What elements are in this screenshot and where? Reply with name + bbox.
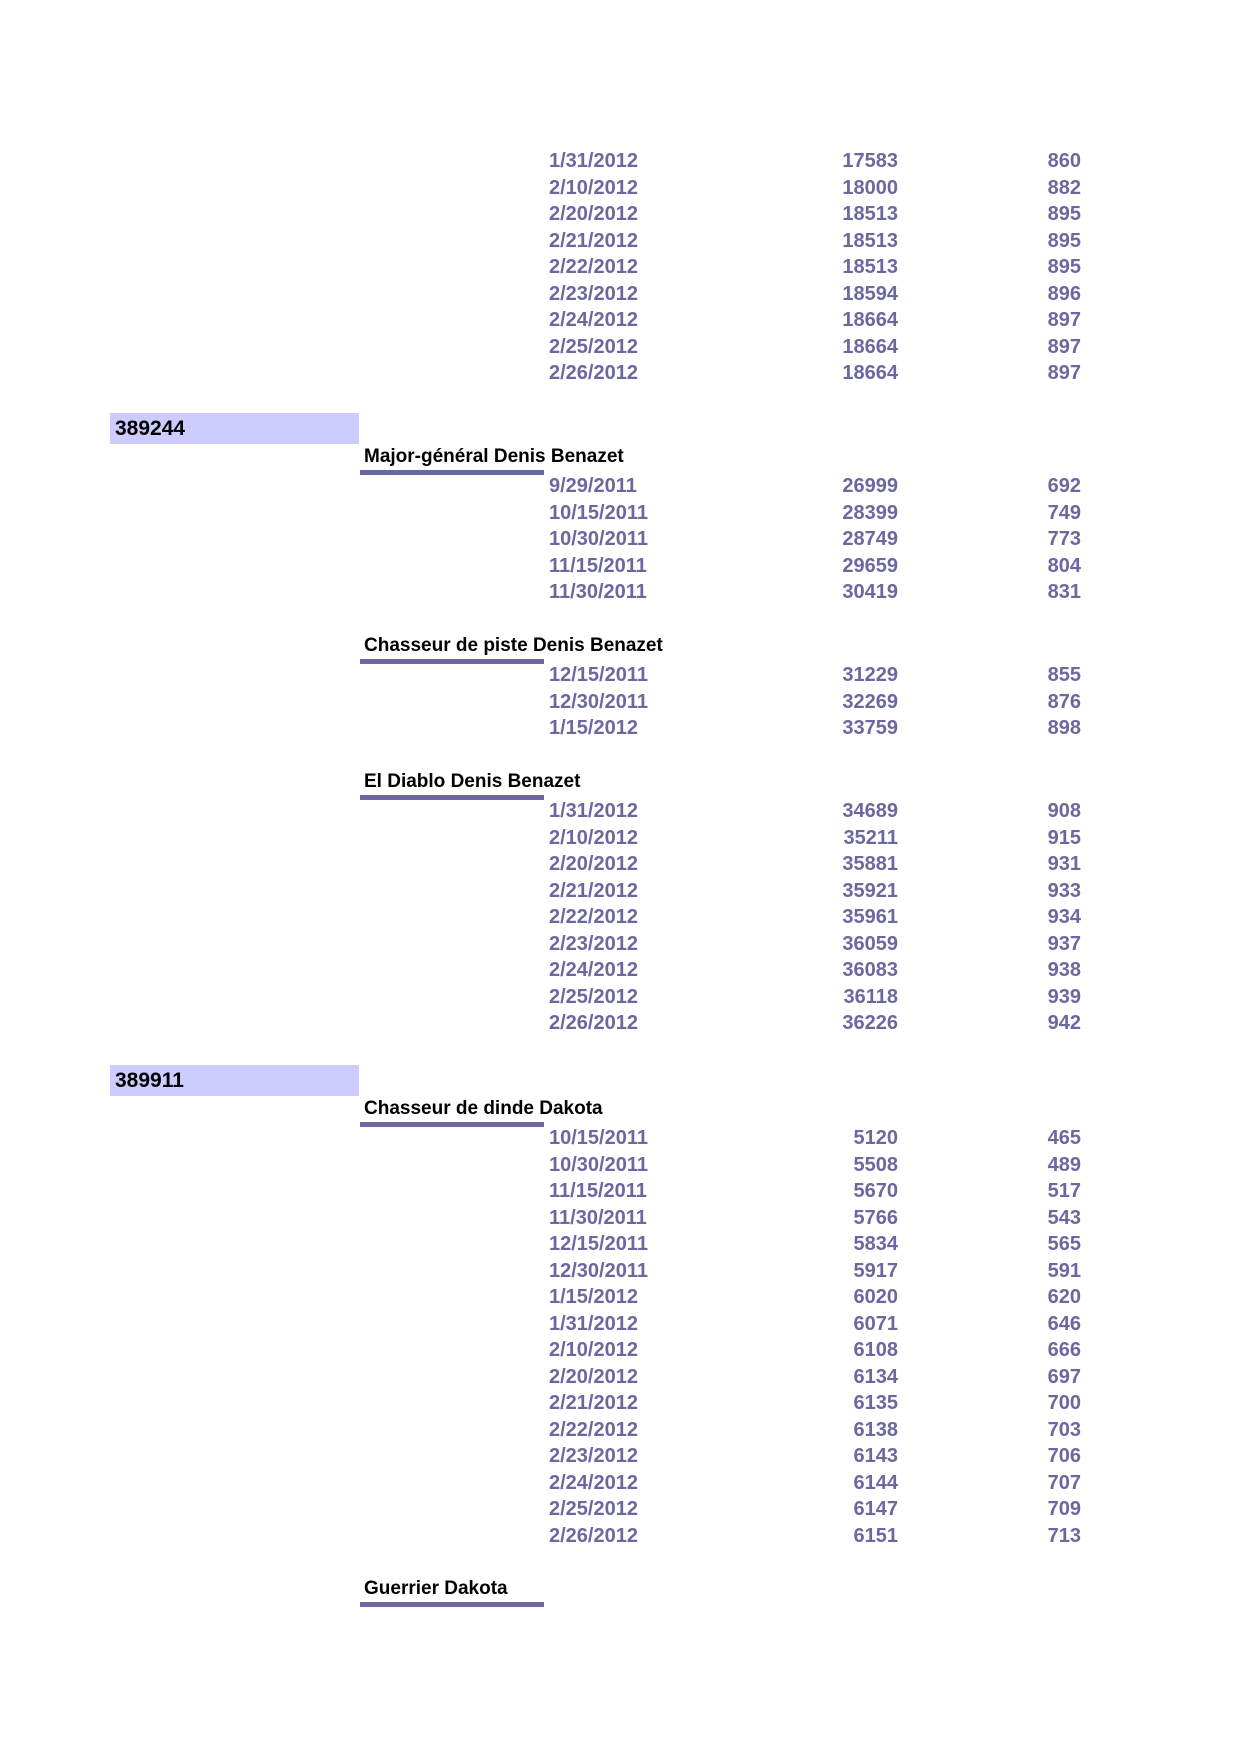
value-cell-1: 18664 xyxy=(842,362,898,384)
date-cell: 12/30/2011 xyxy=(549,690,648,713)
table-row xyxy=(0,1284,1241,1310)
table-row xyxy=(0,931,1241,957)
table-row xyxy=(0,1258,1241,1284)
value-cell-1: 35921 xyxy=(842,879,898,902)
value-cell-1: 32269 xyxy=(842,690,898,713)
value-cell-1: 6134 xyxy=(853,1365,898,1388)
date-cell: 2/21/2012 xyxy=(549,229,638,252)
date-cell: 10/15/2011 xyxy=(549,1127,648,1149)
date-cell: 11/15/2011 xyxy=(549,554,647,577)
value-cell-2: 700 xyxy=(1047,1392,1081,1414)
value-cell-2: 898 xyxy=(1047,717,1081,739)
table-row xyxy=(0,1390,1241,1416)
value-cell-2: 897 xyxy=(1047,362,1081,384)
value-cell-2: 939 xyxy=(1047,985,1081,1008)
value-cell-2: 897 xyxy=(1047,309,1081,331)
table-row xyxy=(0,662,1241,688)
value-cell-1: 28749 xyxy=(842,528,898,550)
date-cell: 2/26/2012 xyxy=(549,362,638,384)
table-row xyxy=(0,254,1241,280)
table-row xyxy=(0,500,1241,526)
date-cell: 2/21/2012 xyxy=(549,879,638,902)
value-cell-1: 26999 xyxy=(842,475,898,497)
value-cell-1: 18000 xyxy=(842,176,898,199)
value-cell-1: 6135 xyxy=(853,1392,898,1414)
table-row xyxy=(0,579,1241,605)
value-cell-1: 6144 xyxy=(853,1471,898,1494)
value-cell-2: 749 xyxy=(1047,501,1081,524)
table-row xyxy=(0,1470,1241,1496)
table-row xyxy=(0,851,1241,877)
value-cell-1: 5670 xyxy=(853,1180,898,1202)
date-cell: 2/10/2012 xyxy=(549,826,638,849)
value-cell-2: 646 xyxy=(1047,1312,1081,1335)
table-row xyxy=(0,553,1241,579)
table-row xyxy=(0,1417,1241,1443)
value-cell-1: 35961 xyxy=(842,906,898,928)
date-cell: 2/10/2012 xyxy=(549,1339,638,1361)
value-cell-1: 6020 xyxy=(853,1286,898,1308)
value-cell-2: 620 xyxy=(1047,1286,1081,1308)
value-cell-2: 908 xyxy=(1047,800,1081,822)
value-cell-2: 882 xyxy=(1047,176,1081,199)
table-row xyxy=(0,798,1241,824)
date-cell: 2/25/2012 xyxy=(549,335,638,358)
table-row xyxy=(0,1443,1241,1469)
value-cell-1: 6147 xyxy=(853,1498,898,1520)
date-cell: 12/30/2011 xyxy=(549,1259,648,1282)
date-cell: 2/20/2012 xyxy=(549,1365,638,1388)
value-cell-1: 36226 xyxy=(842,1012,898,1034)
value-cell-2: 896 xyxy=(1047,282,1081,305)
date-cell: 1/15/2012 xyxy=(549,1286,638,1308)
value-cell-1: 33759 xyxy=(842,717,898,739)
table-row xyxy=(0,715,1241,741)
value-cell-2: 931 xyxy=(1047,853,1081,875)
table-row xyxy=(0,307,1241,333)
value-cell-2: 666 xyxy=(1047,1339,1081,1361)
value-cell-1: 6151 xyxy=(853,1524,898,1547)
value-cell-2: 697 xyxy=(1047,1365,1081,1388)
value-cell-1: 35211 xyxy=(843,826,898,849)
value-cell-1: 18513 xyxy=(842,203,898,225)
table-row xyxy=(0,1125,1241,1151)
value-cell-2: 703 xyxy=(1047,1418,1081,1441)
table-row xyxy=(0,281,1241,307)
table-row xyxy=(0,334,1241,360)
value-cell-1: 18664 xyxy=(842,309,898,331)
value-cell-1: 29659 xyxy=(842,554,898,577)
table-row xyxy=(0,957,1241,983)
value-cell-2: 895 xyxy=(1047,256,1081,278)
date-cell: 11/30/2011 xyxy=(549,1206,647,1229)
date-cell: 2/20/2012 xyxy=(549,203,638,225)
table-row xyxy=(0,1205,1241,1231)
date-cell: 2/24/2012 xyxy=(549,309,638,331)
date-cell: 2/25/2012 xyxy=(549,1498,638,1520)
value-cell-1: 5917 xyxy=(853,1259,898,1282)
value-cell-1: 36118 xyxy=(843,985,898,1008)
value-cell-2: 937 xyxy=(1047,932,1081,955)
date-cell: 11/30/2011 xyxy=(549,581,647,603)
subgroup-underline xyxy=(360,1602,544,1607)
value-cell-2: 543 xyxy=(1047,1206,1081,1229)
date-cell: 12/15/2011 xyxy=(549,1233,648,1255)
group-header: 389244 xyxy=(110,413,359,444)
value-cell-1: 18513 xyxy=(842,229,898,252)
subgroup-title: Major-général Denis Benazet xyxy=(364,446,624,467)
value-cell-2: 707 xyxy=(1047,1471,1081,1494)
value-cell-2: 860 xyxy=(1047,150,1081,172)
value-cell-2: 855 xyxy=(1047,664,1081,686)
date-cell: 2/10/2012 xyxy=(549,176,638,199)
date-cell: 10/30/2011 xyxy=(549,528,648,550)
subgroup-title: Guerrier Dakota xyxy=(364,1578,508,1599)
group-header: 389911 xyxy=(110,1065,359,1096)
table-row xyxy=(0,148,1241,174)
value-cell-1: 18664 xyxy=(842,335,898,358)
value-cell-1: 6071 xyxy=(853,1312,898,1335)
value-cell-1: 5120 xyxy=(853,1127,898,1149)
value-cell-2: 915 xyxy=(1047,826,1081,849)
table-row xyxy=(0,360,1241,386)
value-cell-1: 5766 xyxy=(853,1206,898,1229)
table-row xyxy=(0,878,1241,904)
value-cell-2: 831 xyxy=(1047,581,1081,603)
value-cell-2: 713 xyxy=(1047,1524,1081,1547)
date-cell: 2/23/2012 xyxy=(549,1445,638,1467)
value-cell-2: 897 xyxy=(1047,335,1081,358)
value-cell-2: 895 xyxy=(1047,203,1081,225)
value-cell-2: 942 xyxy=(1047,1012,1081,1034)
value-cell-2: 591 xyxy=(1047,1259,1081,1282)
value-cell-1: 35881 xyxy=(842,853,898,875)
date-cell: 1/15/2012 xyxy=(549,717,638,739)
table-row xyxy=(0,1010,1241,1036)
value-cell-1: 36059 xyxy=(842,932,898,955)
date-cell: 2/24/2012 xyxy=(549,959,638,981)
table-row xyxy=(0,1152,1241,1178)
table-row xyxy=(0,175,1241,201)
value-cell-2: 489 xyxy=(1047,1153,1081,1176)
date-cell: 2/25/2012 xyxy=(549,985,638,1008)
subgroup-title: Chasseur de piste Denis Benazet xyxy=(364,635,663,656)
date-cell: 12/15/2011 xyxy=(549,664,648,686)
table-row xyxy=(0,689,1241,715)
date-cell: 11/15/2011 xyxy=(549,1180,647,1202)
value-cell-1: 5508 xyxy=(853,1153,898,1176)
value-cell-1: 30419 xyxy=(842,581,898,603)
date-cell: 2/20/2012 xyxy=(549,853,638,875)
value-cell-2: 565 xyxy=(1047,1233,1081,1255)
value-cell-1: 18594 xyxy=(842,282,898,305)
table-row xyxy=(0,228,1241,254)
date-cell: 1/31/2012 xyxy=(549,150,638,172)
subgroup-title: Chasseur de dinde Dakota xyxy=(364,1098,603,1119)
table-row xyxy=(0,904,1241,930)
date-cell: 10/15/2011 xyxy=(549,501,648,524)
date-cell: 1/31/2012 xyxy=(549,800,638,822)
subgroup-title: El Diablo Denis Benazet xyxy=(364,771,581,792)
value-cell-2: 517 xyxy=(1047,1180,1081,1202)
table-row xyxy=(0,1311,1241,1337)
table-row xyxy=(0,473,1241,499)
table-row xyxy=(0,1337,1241,1363)
date-cell: 2/24/2012 xyxy=(549,1471,638,1494)
value-cell-1: 28399 xyxy=(842,501,898,524)
value-cell-1: 6108 xyxy=(853,1339,898,1361)
table-row xyxy=(0,984,1241,1010)
date-cell: 2/22/2012 xyxy=(549,1418,638,1441)
value-cell-1: 34689 xyxy=(842,800,898,822)
value-cell-2: 804 xyxy=(1047,554,1081,577)
table-row xyxy=(0,526,1241,552)
table-row xyxy=(0,1364,1241,1390)
date-cell: 2/23/2012 xyxy=(549,282,638,305)
value-cell-2: 933 xyxy=(1047,879,1081,902)
date-cell: 2/22/2012 xyxy=(549,906,638,928)
value-cell-2: 895 xyxy=(1047,229,1081,252)
table-row xyxy=(0,1231,1241,1257)
table-row xyxy=(0,1496,1241,1522)
value-cell-1: 6143 xyxy=(853,1445,898,1467)
date-cell: 2/26/2012 xyxy=(549,1012,638,1034)
date-cell: 9/29/2011 xyxy=(549,475,637,497)
value-cell-1: 18513 xyxy=(842,256,898,278)
date-cell: 2/26/2012 xyxy=(549,1524,638,1547)
value-cell-2: 934 xyxy=(1047,906,1081,928)
value-cell-2: 876 xyxy=(1047,690,1081,713)
date-cell: 2/22/2012 xyxy=(549,256,638,278)
value-cell-2: 938 xyxy=(1047,959,1081,981)
value-cell-2: 692 xyxy=(1047,475,1081,497)
value-cell-2: 465 xyxy=(1047,1127,1081,1149)
date-cell: 2/23/2012 xyxy=(549,932,638,955)
table-row xyxy=(0,1178,1241,1204)
value-cell-1: 5834 xyxy=(853,1233,898,1255)
table-row xyxy=(0,825,1241,851)
date-cell: 1/31/2012 xyxy=(549,1312,638,1335)
value-cell-1: 36083 xyxy=(842,959,898,981)
value-cell-2: 709 xyxy=(1047,1498,1081,1520)
value-cell-1: 31229 xyxy=(842,664,898,686)
date-cell: 2/21/2012 xyxy=(549,1392,638,1414)
value-cell-1: 6138 xyxy=(853,1418,898,1441)
date-cell: 10/30/2011 xyxy=(549,1153,648,1176)
value-cell-2: 706 xyxy=(1047,1445,1081,1467)
value-cell-2: 773 xyxy=(1047,528,1081,550)
value-cell-1: 17583 xyxy=(842,150,898,172)
table-row xyxy=(0,201,1241,227)
table-row xyxy=(0,1523,1241,1549)
